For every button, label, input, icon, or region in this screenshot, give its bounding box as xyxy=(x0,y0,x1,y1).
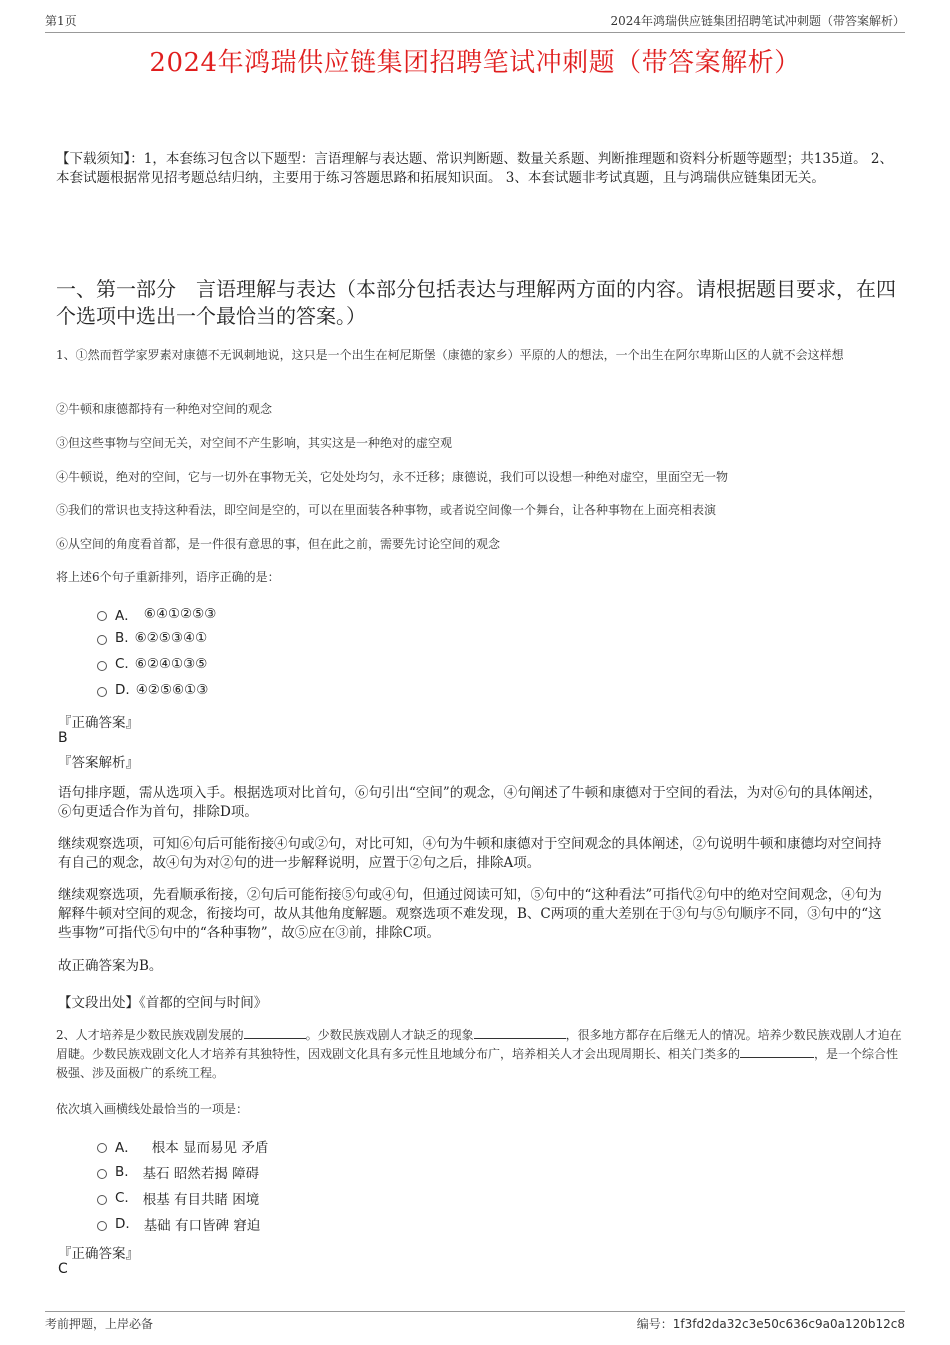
q2-option-c[interactable] xyxy=(97,1188,259,1208)
q1-answer-label: 『正确答案』 xyxy=(58,715,139,731)
radio-icon[interactable] xyxy=(97,635,107,645)
q2-option-b[interactable] xyxy=(97,1162,259,1182)
page-header xyxy=(45,12,905,33)
blank-2 xyxy=(474,1026,566,1039)
option-letter: D. xyxy=(115,682,130,698)
q1-analysis-p4: 故正确答案为B。 xyxy=(58,958,163,974)
header-doc-title: 2024年鸿瑞供应链集团招聘笔试冲刺题（带答案解析） xyxy=(610,14,905,28)
blank-1 xyxy=(244,1026,306,1039)
q1-option-d[interactable] xyxy=(97,682,208,698)
q1-option-b[interactable] xyxy=(97,630,207,646)
q1-option-a[interactable] xyxy=(97,604,216,624)
q1-answer: B xyxy=(58,730,68,746)
q1-sentence-4: ④牛顿说，绝对的空间，它与一切外在事物无关，它处处均匀，永不迁移；康德说，我们可以设想一种绝对虚空，里面空无一物 xyxy=(56,470,729,484)
q2-prompt: 依次填入画横线处最恰当的一项是： xyxy=(56,1102,249,1116)
option-text: 基石 昭然若揭 障碍 xyxy=(142,1166,260,1182)
q2-stem-part4: ，是一个综合性极强、涉及面极广的系统工程。 xyxy=(56,1047,899,1080)
q1-sentence-1: 1、①然而哲学家罗素对康德不无讽刺地说，这只是一个出生在柯尼斯堡（康德的家乡）平原的人的想法，一个出生在阿尔卑斯山区的人就不会这样想 xyxy=(56,348,844,362)
radio-icon[interactable] xyxy=(97,687,107,697)
q2-stem xyxy=(56,1026,902,1083)
blank-3 xyxy=(740,1045,814,1058)
option-text: ⑥②⑤③④① xyxy=(134,630,208,646)
page-footer xyxy=(45,1311,905,1332)
radio-icon[interactable] xyxy=(97,1195,107,1205)
footer-slogan: 考前押题，上岸必备 xyxy=(45,1317,154,1331)
section-heading: 一、第一部分 言语理解与表达（本部分包括表达与理解两方面的内容。请根据题目要求，在四个选项中选出一个最恰当的答案。） xyxy=(56,277,896,328)
q1-analysis-label: 『答案解析』 xyxy=(58,755,139,771)
q1-analysis-p3: 继续观察选项，先看顺承衔接，②句后可能衔接⑤句或④句，但通过阅读可知，⑤句中的“这种看法”可指代②句中的绝对空间观念，④句为解释牛顿对空间的观念，衔接均可，故从其他角度解题。观察选项不难发现，B、C两项的重大差别在于③句与⑤句顺序不同，③句中的“这些事物”可指代⑤句中的“各种事物”，故⑤应在③前，排除C项。 xyxy=(58,887,882,941)
q1-source: 【文段出处】《首都的空间与时间》 xyxy=(58,995,268,1011)
q1-sentence-5: ⑤我们的常识也支持这种看法，即空间是空的，可以在里面装各种事物，或者说空间像一个舞台，让各种事物在上面亮相表演 xyxy=(56,503,717,517)
option-text: 基础 有口皆碑 窘迫 xyxy=(143,1218,261,1234)
radio-icon[interactable] xyxy=(97,1221,107,1231)
option-text: 根基 有目共睹 困境 xyxy=(142,1192,260,1208)
q1-sentence-2: ②牛顿和康德都持有一种绝对空间的观念 xyxy=(56,402,273,416)
option-text: ⑥④①②⑤③ xyxy=(143,606,217,622)
option-letter: D. xyxy=(115,1216,130,1232)
q2-option-d[interactable] xyxy=(97,1214,260,1234)
document-title: 2024年鸿瑞供应链集团招聘笔试冲刺题（带答案解析） xyxy=(149,48,801,78)
option-letter: C. xyxy=(115,1190,129,1206)
q1-sentence-6: ⑥从空间的角度看首都，是一件很有意思的事，但在此之前，需要先讨论空间的观念 xyxy=(56,537,501,551)
q1-analysis-p2: 继续观察选项，可知⑥句后可能衔接④句或②句，对比可知，④句为牛顿和康德对于空间观念的具体阐述，②句说明牛顿和康德均对空间持有自己的观念，故④句为对②句的进一步解释说明，应置于②句之后，排除A项。 xyxy=(58,836,882,871)
option-text: ④②⑤⑥①③ xyxy=(135,682,209,698)
q2-answer: C xyxy=(58,1261,68,1277)
radio-icon[interactable] xyxy=(97,661,107,671)
q1-analysis-p1: 语句排序题，需从选项入手。根据选项对比首句，⑥句引出“空间”的观念，④句阐述了牛顿和康德对于空间的看法，为对⑥句的具体阐述，⑥句更适合作为首句，排除D项。 xyxy=(58,785,882,820)
q2-stem-part2: 。少数民族戏剧人才缺乏的现象 xyxy=(305,1028,474,1042)
q2-stem-part3: ，很多地方都存在后继无人的情况。培养少数民族戏剧人才迫在眉睫。少数民族戏剧文化人才培养有其独特性，因戏剧文化具有多元性且地域分布广，培养相关人才会出现周期长、相关门类多的 xyxy=(56,1028,902,1061)
radio-icon[interactable] xyxy=(97,1169,107,1179)
option-text: ⑥②④①③⑤ xyxy=(134,656,208,672)
footer-code-label: 编号： xyxy=(636,1317,673,1331)
q2-answer-label: 『正确答案』 xyxy=(58,1246,139,1262)
option-letter: B. xyxy=(115,1164,129,1180)
footer-code-wrap xyxy=(637,1315,905,1332)
footer-code: 1f3fd2da32c3e50c636c9a0a120b12c8 xyxy=(672,1317,905,1331)
q2-stem-part1: 2、人才培养是少数民族戏剧发展的 xyxy=(56,1028,244,1042)
option-letter: A． xyxy=(115,1140,138,1156)
radio-icon[interactable] xyxy=(97,1143,107,1153)
option-letter: A． xyxy=(115,608,138,624)
option-letter: C. xyxy=(115,656,129,672)
q1-prompt: 将上述6个句子重新排列，语序正确的是： xyxy=(56,570,280,584)
q1-sentence-3: ③但这些事物与空间无关，对空间不产生影响，其实这是一种绝对的虚空观 xyxy=(56,436,453,450)
option-text: 根本 显而易见 矛盾 xyxy=(151,1140,269,1156)
radio-icon[interactable] xyxy=(97,611,107,621)
option-letter: B. xyxy=(115,630,129,646)
q1-option-c[interactable] xyxy=(97,656,207,672)
page-number: 第1页 xyxy=(45,14,77,28)
download-notice: 【下载须知】：1，本套练习包含以下题型：言语理解与表达题、常识判断题、数量关系题、判断推理题和资料分析题等题型；共135道。 2、本套试题根据常见招考题总结归纳，主要用于练习答题思路和拓展知识面。 3、本套试题非考试真题，且与鸿瑞供应链集团无关。 xyxy=(56,151,893,186)
q2-option-a[interactable] xyxy=(97,1136,268,1156)
